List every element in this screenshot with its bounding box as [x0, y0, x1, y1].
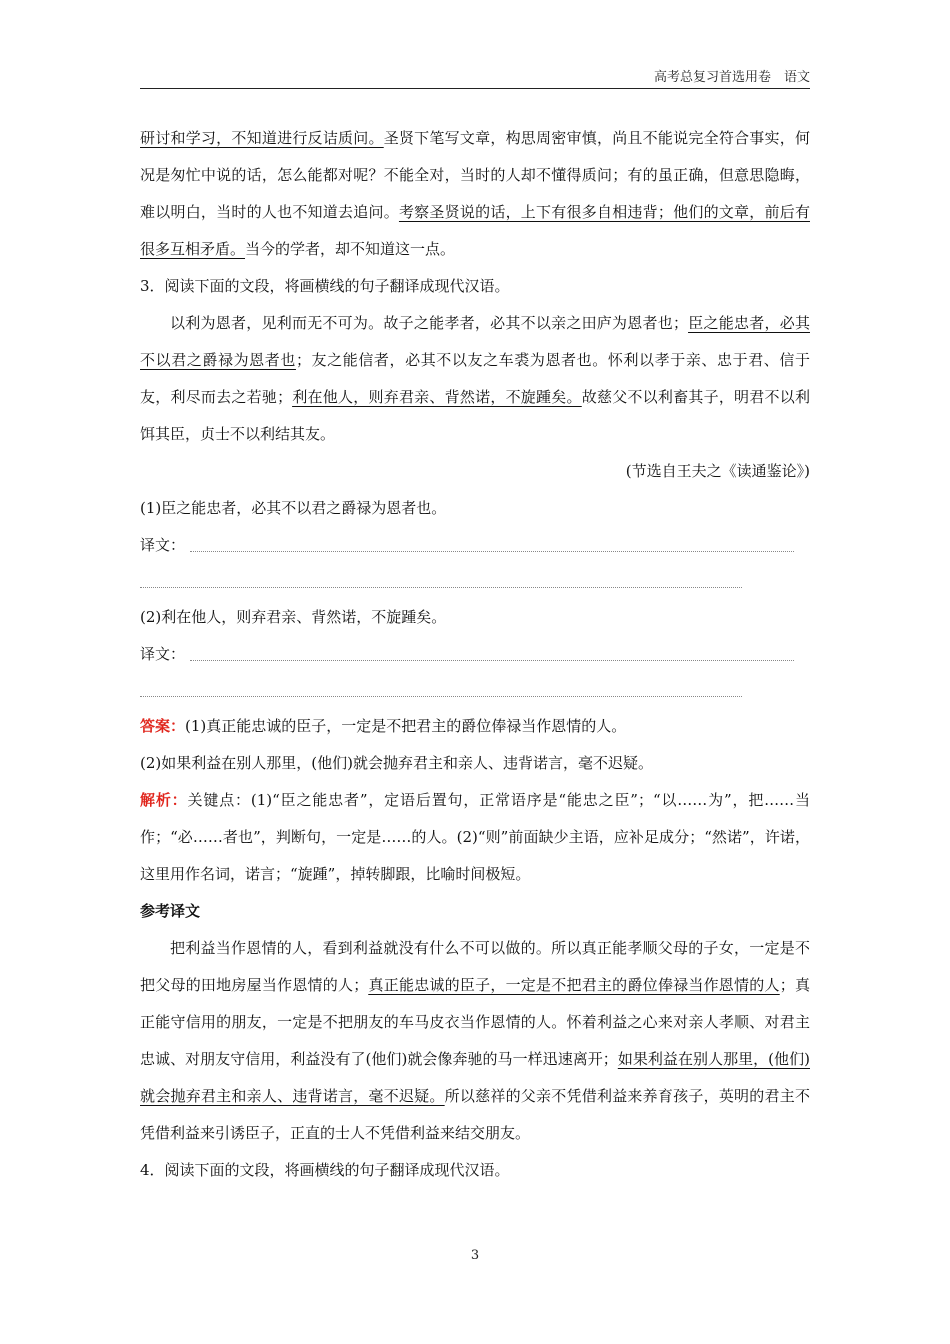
top-paragraph [140, 120, 810, 268]
answer-line[interactable] [140, 587, 742, 588]
text-span: ；真正能守信用的朋友，一定是不把朋友的车马皮衣当作恩情的人。怀着利益之心来对亲人孝顺、对君主忠诚、对朋友守信用，利益没有了(他们)就会像奔驰的马一样迅速离开； [140, 976, 810, 1068]
translation-label: 译文： [140, 645, 186, 663]
underlined-sentence: 考察圣贤说的话，上下有很多自相违背；他们的文章，前后有很多互相矛盾。 [140, 203, 810, 258]
analysis-text: 关键点：(1)“臣之能忠者”，定语后置句，正常语序是“能忠之臣”；“以……为”，把……当作；“必……者也”，判断句，一定是……的人。(2)“则”前面缺少主语，应补足成分；“然诺”，许诺，这里用作名词，诺言；“旋踵”，掉转脚跟，比喻时间极短。 [140, 791, 810, 883]
underlined-sentence: 研讨和学习，不知道进行反诘质问。 [140, 129, 384, 147]
translation-blank-1b[interactable] [140, 563, 810, 599]
answer-label: 答案： [140, 717, 186, 735]
page-number: 3 [470, 1248, 480, 1263]
question-item-2: (2)利在他人，则弃君亲、背然诺，不旋踵矣。 [140, 608, 447, 626]
reference-translation-title: 参考译文 [140, 902, 201, 920]
translation-blank-2[interactable] [140, 636, 810, 672]
text-span: 当今的学者，却不知道这一点。 [245, 240, 456, 258]
underlined-sentence: 臣之能忠者，必其不以君之爵禄为恩者也 [140, 314, 810, 369]
answer-line[interactable] [190, 551, 794, 552]
passage-source: (节选自王夫之《读通鉴论》) [625, 462, 810, 480]
question-item-1: (1)臣之能忠者，必其不以君之爵禄为恩者也。 [140, 499, 447, 517]
underlined-sentence: 如果利益在别人那里，(他们)就会抛弃君主和亲人、违背诺言，毫不迟疑。 [140, 1050, 810, 1105]
text-span: ；友之能信者，必其不以友之车裘为恩者也。怀利以孝于亲、忠于君、信于友，利尽而去之若驰； [140, 351, 810, 406]
translation-label: 译文： [140, 536, 186, 554]
analysis [140, 782, 810, 893]
text-span: 把利益当作恩情的人，看到利益就没有什么不可以做的。所以真正能孝顺父母的子女，一定是不把父母的田地房屋当作恩情的人； [140, 939, 810, 994]
question-3-prompt: 3．阅读下面的文段，将画横线的句子翻译成现代汉语。 [140, 277, 510, 295]
translation-blank-1[interactable] [140, 527, 810, 563]
page-content [140, 120, 810, 1189]
answer-line[interactable] [140, 696, 742, 697]
header-rule [140, 88, 810, 89]
answer-2: (2)如果利益在别人那里，(他们)就会抛弃君主和亲人、违背诺言，毫不迟疑。 [140, 754, 653, 772]
underlined-sentence: 利在他人，则弃君亲、背然诺，不旋踵矣。 [292, 388, 582, 406]
text-span: 故慈父不以利畜其子，明君不以利饵其臣，贞士不以利结其友。 [140, 388, 810, 443]
answer-line[interactable] [190, 660, 794, 661]
text-span: 所以慈祥的父亲不凭借利益来养育孩子，英明的君主不凭借利益来引诱臣子，正直的士人不凭借利益来结交朋友。 [140, 1087, 810, 1142]
reference-translation [140, 930, 810, 1152]
text-span: 以利为恩者，见利而无不可为。故子之能孝者，必其不以亲之田庐为恩者也； [170, 314, 689, 332]
answer-1 [140, 708, 810, 745]
underlined-sentence: 真正能忠诚的臣子，一定是不把君主的爵位俸禄当作恩情的人 [368, 976, 780, 994]
analysis-label: 解析： [140, 791, 188, 809]
answer-text: (1)真正能忠诚的臣子，一定是不把君主的爵位俸禄当作恩情的人。 [185, 717, 627, 735]
translation-blank-2b[interactable] [140, 672, 810, 708]
page-header: 高考总复习首选用卷 语文 [653, 70, 810, 85]
question-4-prompt: 4．阅读下面的文段，将画横线的句子翻译成现代汉语。 [140, 1161, 510, 1179]
text-span: 圣贤下笔写文章，构思周密审慎，尚且不能说完全符合事实，何况是匆忙中说的话，怎么能都对呢？不能全对，当时的人却不懂得质问；有的虽正确，但意思隐晦，难以明白，当时的人也不知道去追问。 [140, 129, 810, 221]
classical-passage [140, 305, 810, 453]
